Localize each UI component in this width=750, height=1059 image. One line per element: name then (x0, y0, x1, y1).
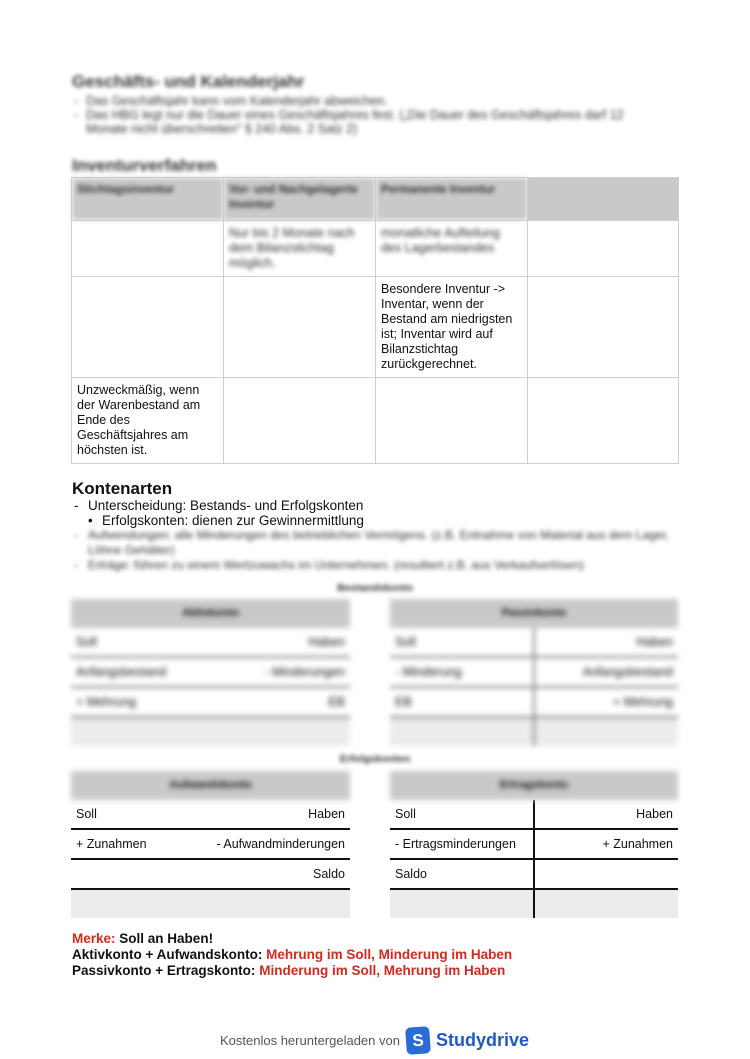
tkonto-row (390, 890, 678, 918)
merke-block (72, 931, 512, 979)
tkonto-cell (390, 890, 535, 918)
tkonto-cell (211, 890, 351, 918)
tkonto-cell: - Aufwandminderungen (216, 837, 345, 851)
table-cell: Besondere Inventur -> Inventar, wenn der Bestand am niedrigsten ist; Inventar wird auf Bilanzstichtag zurückgerechnet. (376, 277, 528, 378)
tkonto-row (71, 830, 350, 860)
tkonto-cell: Anfangsbestand (582, 665, 673, 679)
tkonto-row (71, 658, 350, 688)
table-cell (528, 221, 679, 277)
table-cell (72, 277, 224, 378)
tkonto-cell (71, 718, 211, 746)
bestandskonto-label: Bestandskonto (337, 582, 413, 594)
merke-rule-label: Passivkonto + Ertragskonto: (72, 963, 256, 978)
tkonto-cell: Soll (390, 628, 535, 656)
tkonto-title: Aufwandskonto (71, 771, 350, 800)
list-item: - Erträge: führen zu einem Wertzuwachs im Unternehmen. (resultiert z.B. aus Verkaufserlösen) (72, 558, 678, 573)
table-row (72, 277, 679, 378)
tkonto-title: Ertragskonto (390, 771, 678, 800)
tkonto-row (71, 718, 350, 746)
tkonto-row (390, 718, 678, 746)
merke-text: Soll an Haben! (119, 931, 214, 946)
bullet-item: - Das Geschäftsjahr kann vom Kalenderjahr abweichen. (72, 94, 672, 108)
geschaeftsjahr-bullets (72, 94, 672, 136)
tkonto-row (390, 628, 678, 658)
tkonto-cell: Soll (76, 807, 97, 821)
table-header-row (72, 178, 679, 221)
aktivkonto-table (71, 599, 350, 746)
tkonto-cell (390, 718, 535, 746)
table-header-cell: Stichtagsinventur (72, 178, 224, 221)
merke-line (72, 931, 512, 947)
aufwandskonto-table (71, 771, 350, 918)
merke-rule-value: Minderung im Soll, Mehrung im Haben (259, 963, 506, 978)
tkonto-cell: EB (328, 695, 345, 709)
table-cell (528, 277, 679, 378)
tkonto-cell: Haben (636, 635, 673, 649)
section-title-geschaeftsjahr: Geschäfts- und Kalenderjahr (72, 72, 305, 91)
tkonto-cell: Soll (76, 635, 97, 649)
tkonto-title: Aktivkonto (71, 599, 350, 628)
tkonto-cell: Soll (390, 800, 535, 828)
table-row (72, 378, 679, 464)
bullet-item: - Das HBG legt nur die Dauer eines Geschäftsjahres fest. („Die Dauer des Geschäftsjahres darf 12 Monate nicht überschreiten" § 240 Abs. 2 Satz 2) (72, 108, 666, 136)
tkonto-cell: Saldo (390, 860, 535, 888)
studydrive-logo-icon: S (405, 1026, 431, 1055)
table-cell: Nur bis 2 Monate nach dem Bilanzstichtag möglich. (224, 221, 376, 277)
inventur-table (71, 177, 679, 464)
tkonto-row (71, 628, 350, 658)
merke-line (72, 963, 512, 979)
table-cell (376, 378, 528, 464)
tkonto-cell: + Mehrung (612, 695, 673, 709)
tkonto-cell: + Mehrung (76, 695, 137, 709)
tkonto-cell: Haben (636, 807, 673, 821)
tkonto-cell: + Zunahmen (602, 837, 673, 851)
merke-rule-label: Aktivkonto + Aufwandskonto: (72, 947, 263, 962)
passivkonto-table (390, 599, 678, 746)
tkonto-cell (535, 890, 678, 918)
section-title-kontenarten: Kontenarten (72, 479, 173, 498)
section-title-inventurverfahren: Inventurverfahren (72, 156, 217, 175)
table-cell (224, 378, 376, 464)
ertragskonto-table (390, 771, 678, 918)
footer-text: Kostenlos heruntergeladen von (220, 1032, 400, 1048)
tkonto-cell (71, 890, 211, 918)
tkonto-row (390, 688, 678, 718)
table-cell (72, 221, 224, 277)
table-row (72, 221, 679, 277)
tkonto-row (71, 688, 350, 718)
tkonto-cell: Haben (308, 807, 345, 821)
tkonto-cell: - Ertragsminderungen (390, 830, 535, 858)
merke-line (72, 947, 512, 963)
table-cell: Unzweckmäßig, wenn der Warenbestand am Ende des Geschäftsjahres am höchsten ist. (72, 378, 224, 464)
table-cell (528, 378, 679, 464)
tkonto-row (71, 860, 350, 890)
studydrive-brand: Studydrive (435, 1029, 529, 1050)
tkonto-row (71, 890, 350, 918)
table-header-cell: Vor- und Nachgelagerte Inventur (224, 178, 376, 221)
list-item: - Unterscheidung: Bestands- und Erfolgskonten (72, 498, 678, 513)
tkonto-cell: Haben (308, 635, 345, 649)
tkonto-cell (211, 718, 351, 746)
tkonto-row (390, 658, 678, 688)
tkonto-row (390, 800, 678, 830)
tkonto-cell: EB (390, 688, 535, 716)
merke-label: Merke: (72, 931, 116, 946)
tkonto-cell (71, 860, 211, 888)
tkonto-cell (535, 860, 678, 888)
tkonto-cell: + Zunahmen (76, 837, 147, 851)
table-cell (224, 277, 376, 378)
list-subitem: • Erfolgskonten: dienen zur Gewinnermittlung (72, 513, 678, 528)
tkonto-cell: Anfangsbestand (76, 665, 167, 679)
table-cell: monatliche Aufteilung des Lagerbestandes (376, 221, 528, 277)
tkonto-row (71, 800, 350, 830)
tkonto-row (390, 860, 678, 890)
tkonto-cell: - Minderung (390, 658, 535, 686)
tkonto-row (390, 830, 678, 860)
tkonto-cell (535, 718, 678, 746)
tkonto-cell: - Minderungen (264, 665, 345, 679)
tkonto-cell: Saldo (313, 867, 345, 881)
erfolgskonten-label: Erfolgskonten (339, 753, 411, 765)
table-header-cell (528, 178, 679, 221)
list-item: - Aufwendungen: alle Minderungen des betrieblichen Vermögens. (z.B. Entnahme von Material aus dem Lager, Löhne Gehälter) (72, 528, 678, 558)
table-header-cell: Permanente Inventur (376, 178, 528, 221)
studydrive-footer[interactable] (220, 1026, 529, 1054)
merke-rule-value: Mehrung im Soll, Minderung im Haben (266, 947, 513, 962)
kontenarten-list (72, 498, 678, 573)
tkonto-title: Passivkonto (390, 599, 678, 628)
